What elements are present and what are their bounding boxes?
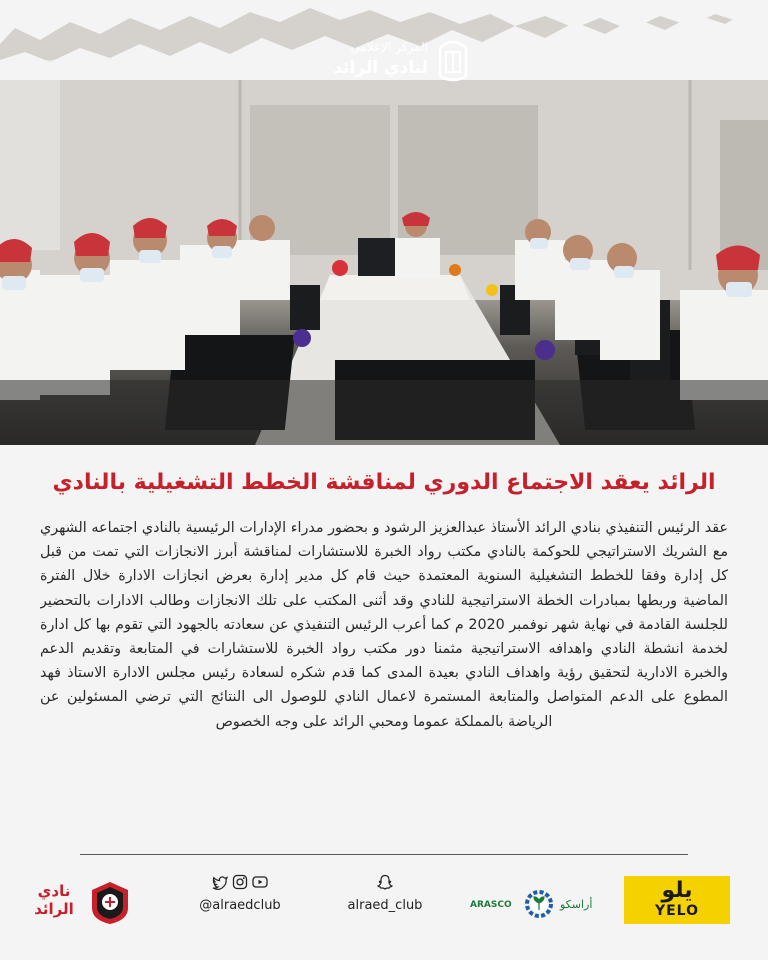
- social-icons: [190, 874, 290, 892]
- article-body: عقد الرئيس التنفيذي بنادي الرائد الأستاذ عبدالعزيز الرشود و بحضور مدراء الإدارات الرئيسية بالنادي اجتماعه الشهري مع الشريك الاستراتيجي للحوكمة بالنادي مكتب رواد الخبرة للاستشارات لمناقشة أبرز الانجازات التي تمت من قبل كل إدارة وفقا للخطط التشغيلية السنوية المعتمدة حيث قام كل مدير إدارة بعرض انجازات الادارة خلال الفترة الماضية وربطها بمبادرات الخطة الاستراتيجية للنادي وقد أثنى المكتب على تلك الانجازات وطالب الادارات بالتحضير للجلسة القادمة في نهاية شهر نوفمبر 2020 م كما أعرب الرئيس التنفيذي عن سعادته بالجهود التي تقوم بها كل ادارة لخدمة انشطة النادي واهدافه الاستراتيجية مثمنا دور مكتب رواد الخبرة للاستشارات في المتابعة وتقديم الدعم والخبرة الادارية لتحقيق رؤية واهداف النادي بعيدة المدى كما قدم شكره لسعادة رئيس مجلس الادارة الاستاذ فهد المطوع على الدعم المتواصل والمتابعة المستمرة لاعمال النادي للوصول الى النتائج التي ترضي المسئولين عن الرياضة بالمملكة عموما ومحبي الرائد على وجه الخصوص: [40, 520, 728, 730]
- social-handle[interactable]: @alraedclub: [199, 898, 281, 913]
- yelo-name-en: YELO: [654, 903, 700, 919]
- youtube-icon[interactable]: [252, 874, 268, 890]
- media-center-logo: [298, 38, 478, 90]
- arasco-gear-icon: [524, 888, 554, 920]
- club-name-line2: الرائد: [34, 900, 74, 918]
- snapchat-icon[interactable]: [377, 874, 393, 890]
- yelo-name-ar: يلو: [661, 878, 693, 903]
- club-crest-icon: [90, 880, 130, 926]
- alraed-club-logo: [24, 876, 134, 936]
- club-name-line1: نادي: [37, 882, 71, 900]
- snapchat-account: [330, 874, 440, 913]
- arasco-name-ar: أراسكو: [560, 898, 593, 911]
- instagram-icon[interactable]: [232, 874, 248, 890]
- twitter-icon[interactable]: [212, 874, 228, 890]
- media-center-title: المركز الإعلامي: [350, 40, 428, 54]
- snapchat-handle[interactable]: alraed_club: [347, 898, 423, 913]
- arasco-name-en: ARASCO: [470, 900, 512, 910]
- social-accounts: [190, 874, 290, 913]
- media-center-club-name: لنادي الرائد: [333, 58, 428, 78]
- meeting-photo: [0, 0, 768, 445]
- yelo-sponsor-logo: [624, 876, 730, 924]
- footer-divider: [80, 854, 688, 855]
- arasco-sponsor-logo: [470, 882, 610, 926]
- article-headline: الرائد يعقد الاجتماع الدوري لمناقشة الخطط التشغيلية بالنادي: [52, 470, 716, 495]
- club-emblem-icon: [436, 38, 470, 84]
- footer: [0, 862, 768, 960]
- club-name: [24, 882, 84, 918]
